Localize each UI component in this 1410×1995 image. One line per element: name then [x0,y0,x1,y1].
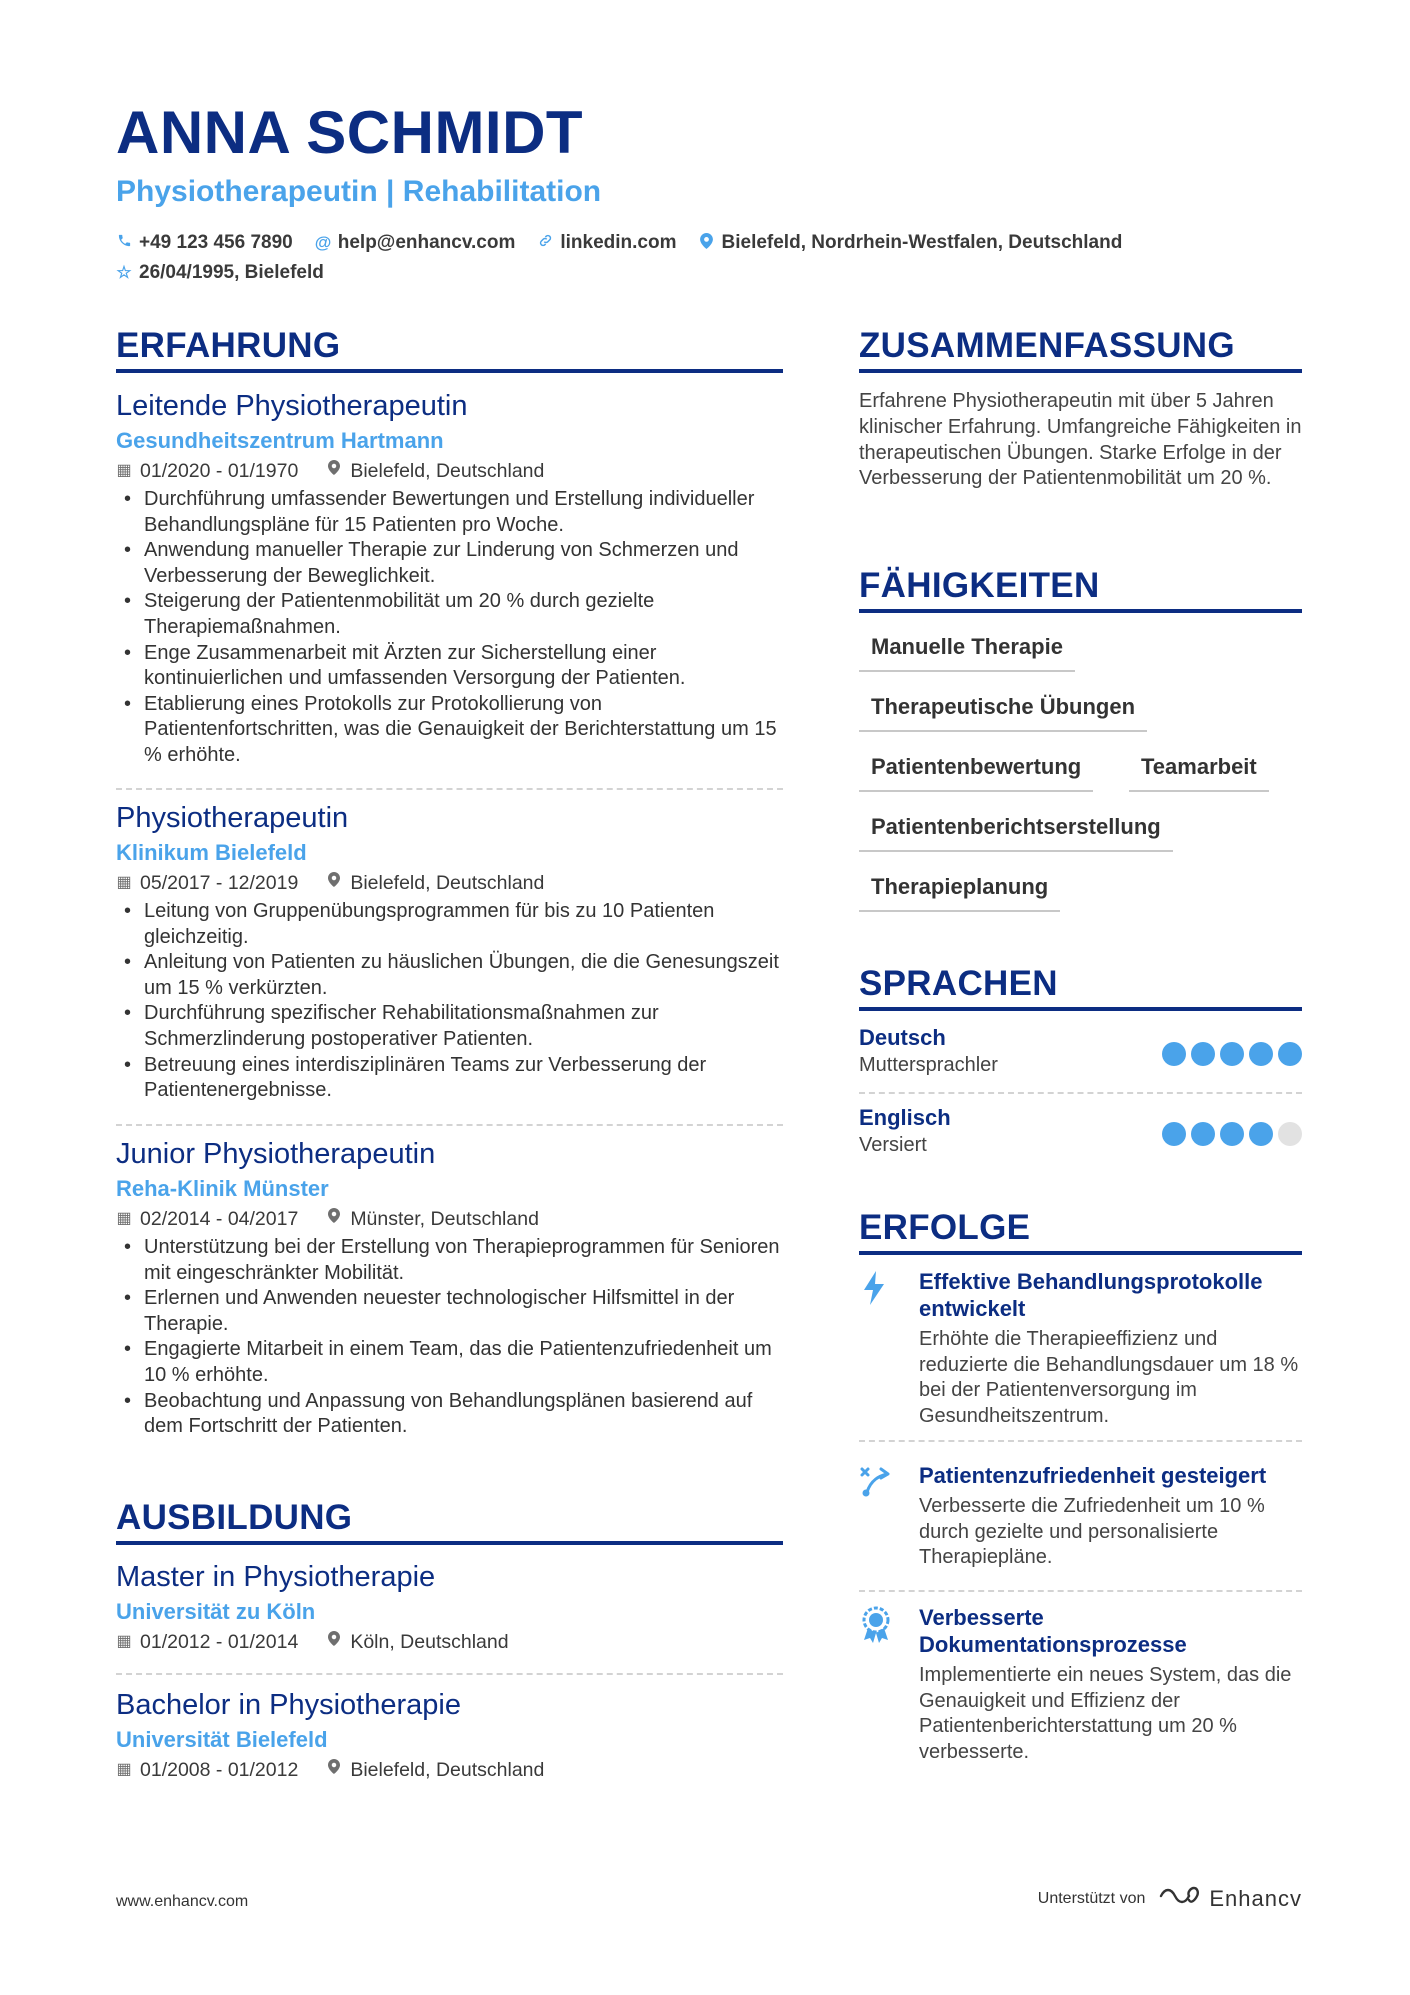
list-item: • Leitung von Gruppenübungsprogrammen für bis zu 10 Patienten gleichzeitig. [116,899,783,950]
language-item [859,1104,1302,1164]
experience-entry-3 [116,1136,783,1440]
school-name: Universität Bielefeld [116,1727,328,1752]
list-item: • Beobachtung und Anpassung von Behandlungsplänen basierend auf dem Fortschritt der Patienten. [116,1389,783,1440]
language-level: Muttersprachler [859,1054,998,1076]
achievement-item [859,1604,1302,1766]
contact-phone [116,232,293,254]
contact-linkedin-text: linkedin.com [560,232,677,253]
achievement-item [859,1268,1302,1430]
contact-birth [116,262,324,284]
lightning-icon [859,1270,893,1306]
rating-dot [1278,1042,1302,1066]
degree-title: Bachelor in Physiotherapie [116,1689,461,1721]
education-section-title: AUSBILDUNG [116,1498,353,1537]
education-dates: 01/2012 - 01/2014 [140,1631,299,1653]
rating-dot [1191,1122,1215,1146]
summary-section-rule [859,369,1302,373]
achievements-section-title: ERFOLGE [859,1208,1031,1247]
location-pin-icon [326,1628,342,1656]
job-meta [116,457,783,485]
rating-dot [1162,1042,1186,1066]
experience-entry-1 [116,388,783,769]
education-location: Köln, Deutschland [350,1631,509,1653]
link-icon [537,233,553,253]
footer-website[interactable]: www.enhancv.com [116,1893,249,1910]
contact-email-text: help@enhancv.com [337,232,516,253]
phone-icon [116,233,132,253]
experience-section-title: ERFAHRUNG [116,326,341,365]
candidate-name: ANNA SCHMIDT [116,99,584,166]
rating-dot [1278,1122,1302,1146]
rating-dot [1249,1122,1273,1146]
location-pin-icon [326,1205,342,1233]
skills-section-rule [859,609,1302,613]
enhancv-logo-icon [1157,1884,1201,1913]
powered-by-label: Unterstützt von [1037,1889,1146,1907]
rating-dot [1191,1042,1215,1066]
rating-dot [1220,1122,1244,1146]
list-item: • Enge Zusammenarbeit mit Ärzten zur Sicherstellung einer kontinuierlichen und umfassenden Versorgung der Patienten. [116,641,783,692]
contact-location-text: Bielefeld, Nordrhein-Westfalen, Deutschland [721,232,1123,253]
contact-info [116,228,1316,288]
strategy-icon [859,1464,893,1500]
school-name: Universität zu Köln [116,1599,316,1624]
list-item: • Anleitung von Patienten zu häuslichen Übungen, die die Genesungszeit um 15 % verkürzten. [116,950,783,1001]
language-rating [1157,1042,1302,1066]
job-bullets [116,899,783,1104]
contact-phone-text: +49 123 456 7890 [139,232,293,253]
entry-divider [859,1590,1302,1592]
job-location: Münster, Deutschland [350,1208,539,1230]
list-item: • Steigerung der Patientenmobilität um 20 % durch gezielte Therapiemaßnahmen. [116,589,783,640]
education-section-rule [116,1541,783,1545]
experience-entry-2 [116,800,783,1104]
summary-section-title: ZUSAMMENFASSUNG [859,326,1235,365]
achievement-item [859,1462,1302,1571]
list-item: • Anwendung manueller Therapie zur Linderung von Schmerzen und Verbesserung der Beweglichkeit. [116,538,783,589]
job-bullets [116,487,783,769]
calendar-icon: ▦ [116,1633,132,1650]
list-item: • Engagierte Mitarbeit in einem Team, das die Patientenzufriedenheit um 10 % erhöhte. [116,1337,783,1388]
footer-powered-by [1038,1884,1302,1913]
languages-section-title: SPRACHEN [859,964,1058,1003]
education-meta [116,1756,783,1784]
footer-brand: Enhancv [1209,1885,1302,1911]
calendar-icon: ▦ [116,1210,132,1227]
skill-tag: Patientenberichtserstellung [859,808,1173,852]
job-dates: 02/2014 - 04/2017 [140,1208,299,1230]
language-rating [1157,1122,1302,1146]
job-title: Junior Physiotherapeutin [116,1138,436,1170]
rating-dot [1162,1122,1186,1146]
skill-tag: Therapeutische Übungen [859,688,1147,732]
entry-divider [116,1124,783,1126]
education-dates: 01/2008 - 01/2012 [140,1759,299,1781]
education-location: Bielefeld, Deutschland [350,1759,545,1781]
at-icon: @ [314,233,332,252]
company-name: Reha-Klinik Münster [116,1176,329,1201]
language-name: Deutsch [859,1025,946,1050]
entry-divider [859,1092,1302,1094]
language-name: Englisch [859,1105,951,1130]
achievement-title: Effektive Behandlungsprotokolle entwickelt [919,1269,1263,1321]
job-meta [116,869,783,897]
company-name: Gesundheitszentrum Hartmann [116,428,444,453]
contact-location [699,232,1123,254]
degree-title: Master in Physiotherapie [116,1561,436,1593]
location-pin-icon [326,457,342,485]
achievement-desc: Verbesserte die Zufriedenheit um 10 % durch gezielte und personalisierte Therapiepläne. [919,1495,1265,1569]
contact-email[interactable] [315,232,516,254]
contact-linkedin[interactable] [537,232,676,254]
education-entry-1 [116,1559,783,1656]
calendar-icon: ▦ [116,462,132,479]
entry-divider [116,788,783,790]
language-level: Versiert [859,1134,927,1156]
star-icon: ☆ [116,263,132,282]
skill-tag: Teamarbeit [1129,748,1269,792]
award-icon [859,1606,893,1642]
job-title: Leitende Physiotherapeutin [116,390,468,422]
achievement-desc: Implementierte ein neues System, das die Genauigkeit und Effizienz der Patientenberichterstattung um 20 % verbesserte. [919,1664,1292,1764]
education-meta [116,1628,783,1656]
achievement-title: Patientenzufriedenheit gesteigert [919,1463,1267,1488]
company-name: Klinikum Bielefeld [116,840,307,865]
list-item: • Betreuung eines interdisziplinären Teams zur Verbesserung der Patientenergebnisse. [116,1053,783,1104]
skills-section-title: FÄHIGKEITEN [859,566,1100,605]
job-meta [116,1205,783,1233]
entry-divider [859,1440,1302,1442]
job-title: Physiotherapeutin [116,802,349,834]
location-pin-icon [326,1756,342,1784]
list-item: • Durchführung spezifischer Rehabilitationsmaßnahmen zur Schmerzlinderung postoperativer Patienten. [116,1001,783,1052]
location-pin-icon [326,869,342,897]
skill-tag: Therapieplanung [859,868,1060,912]
language-item [859,1024,1302,1084]
job-location: Bielefeld, Deutschland [350,872,545,894]
summary-text: Erfahrene Physiotherapeutin mit über 5 Jahren klinischer Erfahrung. Umfangreiche Fähigkeiten in therapeutischen Übungen. Starke Erfolge in der Verbesserung der Patientenmobilität um 20 %. [859,390,1302,490]
contact-birth-text: 26/04/1995, Bielefeld [139,262,324,283]
job-dates: 05/2017 - 12/2019 [140,872,299,894]
rating-dot [1220,1042,1244,1066]
list-item: • Erlernen und Anwenden neuester technologischer Hilfsmittel in der Therapie. [116,1286,783,1337]
calendar-icon: ▦ [116,874,132,891]
languages-section-rule [859,1007,1302,1011]
experience-section-rule [116,369,783,373]
skill-tag: Patientenbewertung [859,748,1093,792]
job-dates: 01/2020 - 01/1970 [140,460,299,482]
list-item: • Etablierung eines Protokolls zur Protokollierung von Patientenfortschritten, was die Genauigkeit der Berichterstattung um 15 % erhöhte. [116,692,783,769]
achievements-section-rule [859,1251,1302,1255]
skill-tag: Manuelle Therapie [859,628,1075,672]
achievement-title: Verbesserte Dokumentationsprozesse [919,1605,1187,1657]
list-item: • Durchführung umfassender Bewertungen und Erstellung individueller Behandlungspläne für 15 Patienten pro Woche. [116,487,783,538]
location-icon [699,233,715,254]
calendar-icon: ▦ [116,1761,132,1778]
candidate-headline: Physiotherapeutin | Rehabilitation [116,175,602,208]
entry-divider [116,1673,783,1675]
job-location: Bielefeld, Deutschland [350,460,545,482]
rating-dot [1249,1042,1273,1066]
education-entry-2 [116,1687,783,1784]
achievement-desc: Erhöhte die Therapieeffizienz und reduzierte die Behandlungsdauer um 18 % bei der Patientenversorgung im Gesundheitszentrum. [919,1328,1299,1428]
job-bullets [116,1235,783,1440]
list-item: • Unterstützung bei der Erstellung von Therapieprogrammen für Senioren mit eingeschränkter Mobilität. [116,1235,783,1286]
